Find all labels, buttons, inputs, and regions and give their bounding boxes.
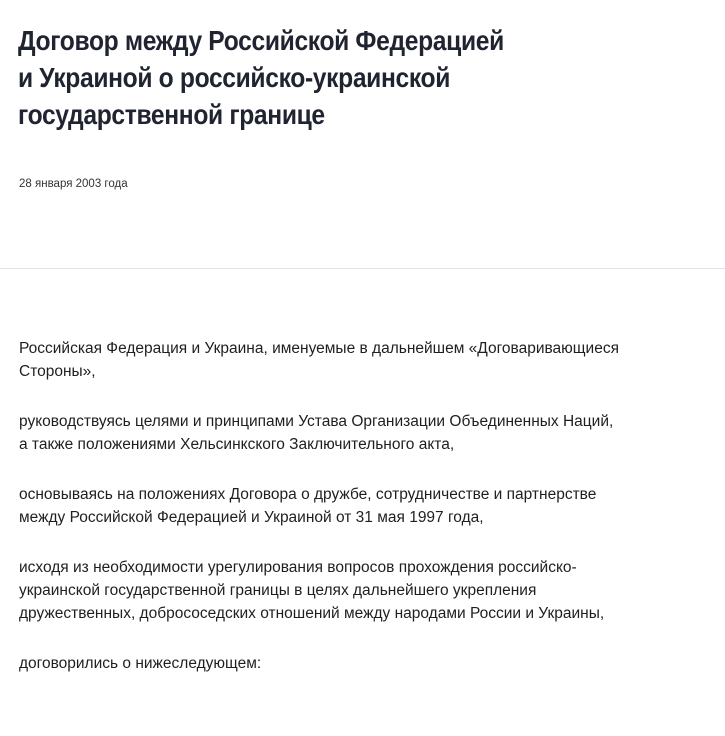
paragraph-un-charter	[19, 410, 679, 456]
paragraph-agreed	[19, 652, 679, 675]
paragraph-line: украинской государственной границы в целях дальнейшего укрепления	[19, 582, 537, 599]
paragraph-parties	[19, 337, 679, 383]
title-line-3: государственной границе	[18, 99, 325, 130]
paragraph-line: Стороны»,	[19, 363, 96, 380]
document-title	[18, 22, 546, 133]
paragraph-friendship-treaty	[19, 483, 679, 529]
document-header	[0, 0, 725, 269]
paragraph-line: между Российской Федерацией и Украиной от 31 мая 1997 года,	[19, 509, 484, 526]
paragraph-line: дружественных, добрососедских отношений между народами России и Украины,	[19, 605, 605, 622]
document-date: 28 января 2003 года	[19, 178, 128, 190]
title-line-2: и Украиной о российско-украинской	[18, 62, 451, 93]
paragraph-line: исходя из необходимости урегулирования вопросов прохождения российско-	[19, 559, 577, 576]
paragraph-line: руководствуясь целями и принципами Устава Организации Объединенных Наций,	[19, 413, 614, 430]
document-body	[19, 337, 679, 702]
paragraph-line: договорились о нижеследующем:	[19, 655, 262, 672]
paragraph-border-settlement	[19, 556, 679, 625]
paragraph-line: Российская Федерация и Украина, именуемые в дальнейшем «Договаривающиеся	[19, 340, 619, 357]
paragraph-line: а также положениями Хельсинкского Заключительного акта,	[19, 436, 455, 453]
paragraph-line: основываясь на положениях Договора о дружбе, сотрудничестве и партнерстве	[19, 486, 597, 503]
title-line-1: Договор между Российской Федерацией	[18, 25, 504, 56]
